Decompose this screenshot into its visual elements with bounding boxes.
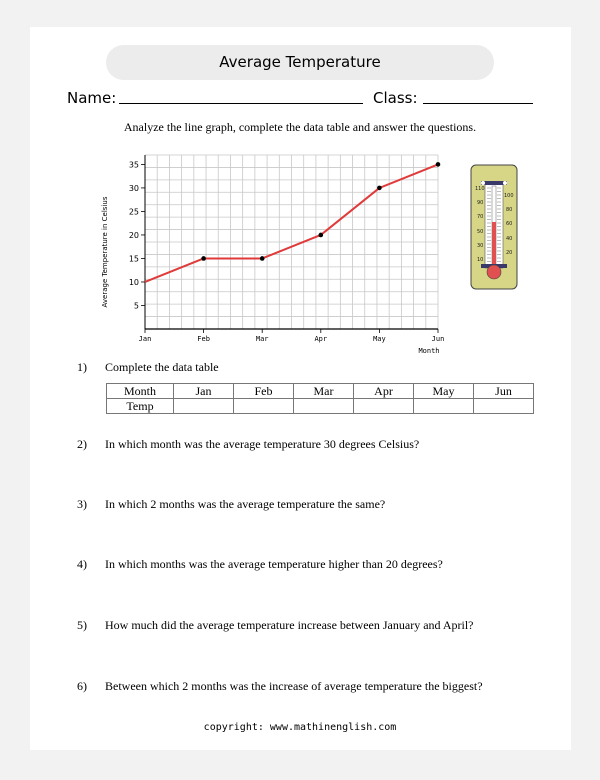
question-number: 5)	[77, 618, 87, 632]
y-tick-label: 10	[128, 277, 139, 287]
data-point	[436, 162, 441, 167]
thermo-left-label: 70	[477, 214, 484, 220]
x-tick-label: Apr	[314, 335, 328, 343]
data-point	[201, 256, 206, 261]
table-cell: Apr	[354, 384, 414, 399]
temp-input-cell[interactable]	[414, 399, 474, 414]
question-number: 1)	[77, 360, 87, 374]
table-row	[107, 384, 534, 399]
thermometer-screw-left	[481, 181, 485, 185]
question-text: How much did the average temperature increase between January and April?	[105, 618, 474, 632]
y-tick-label: 5	[133, 301, 139, 311]
question-number: 2)	[77, 437, 87, 451]
question-4	[77, 557, 443, 572]
thermo-right-label: 80	[506, 207, 513, 213]
temp-input-cell[interactable]	[354, 399, 414, 414]
x-axis-label: Month	[418, 347, 440, 355]
x-tick-label: Jan	[138, 335, 152, 343]
question-text: Between which 2 months was the increase of average temperature the biggest?	[105, 679, 483, 693]
x-tick-label: Mar	[255, 335, 269, 343]
temp-input-cell[interactable]	[474, 399, 534, 414]
table-cell: Jun	[474, 384, 534, 399]
data-point	[260, 256, 265, 261]
thermo-left-label: 30	[477, 243, 484, 249]
thermo-right-label: 60	[506, 221, 513, 227]
question-text: In which 2 months was the average temperature the same?	[105, 497, 386, 511]
question-number: 6)	[77, 679, 87, 693]
y-tick-label: 15	[128, 254, 139, 264]
table-cell: May	[414, 384, 474, 399]
x-tick-label: Jun	[431, 335, 445, 343]
data-table	[106, 383, 534, 414]
thermo-left-label: 110	[475, 186, 485, 192]
question-number: 4)	[77, 557, 87, 571]
table-cell: Month	[107, 384, 174, 399]
question-text: Complete the data table	[105, 360, 219, 374]
table-cell: Jan	[174, 384, 234, 399]
class-field[interactable]	[423, 103, 533, 104]
class-label: Class:	[373, 89, 418, 107]
y-tick-label: 30	[128, 183, 139, 193]
thermo-right-label: 100	[504, 193, 514, 199]
instructions: Analyze the line graph, complete the data table and answer the questions.	[123, 120, 477, 134]
x-tick-label: May	[373, 335, 386, 343]
y-tick-label: 35	[128, 160, 139, 170]
thermo-right-label: 20	[506, 250, 513, 256]
y-tick-label: 20	[128, 230, 139, 240]
data-point	[319, 233, 324, 238]
question-text: In which month was the average temperature 30 degrees Celsius?	[105, 437, 420, 451]
data-point	[377, 186, 382, 191]
thermo-left-label: 90	[477, 200, 484, 206]
name-label: Name:	[67, 89, 117, 107]
question-3	[77, 497, 385, 512]
thermometer-bulb	[487, 265, 501, 279]
y-tick-label: 25	[128, 207, 139, 217]
thermo-left-label: 50	[477, 229, 484, 235]
question-1	[77, 360, 219, 375]
question-5	[77, 618, 474, 633]
y-axis-label: Average Temperature in Celsius	[101, 196, 109, 308]
table-cell: Temp	[107, 399, 174, 414]
question-2	[77, 437, 419, 452]
temperature-line-chart	[95, 150, 455, 360]
thermo-left-label: 10	[477, 257, 484, 263]
question-text: In which months was the average temperature higher than 20 degrees?	[105, 557, 443, 571]
table-cell: Feb	[234, 384, 294, 399]
question-number: 3)	[77, 497, 87, 511]
copyright-notice: copyright: www.mathinenglish.com	[203, 722, 397, 733]
x-tick-label: Feb	[197, 335, 210, 343]
worksheet-title: Average Temperature	[106, 45, 494, 80]
temp-input-cell[interactable]	[174, 399, 234, 414]
thermo-right-label: 40	[506, 236, 513, 242]
temp-input-cell[interactable]	[294, 399, 354, 414]
table-row	[107, 399, 534, 414]
temp-input-cell[interactable]	[234, 399, 294, 414]
question-6	[77, 679, 483, 694]
name-field[interactable]	[119, 103, 363, 104]
thermometer-screw-right	[503, 181, 507, 185]
table-cell: Mar	[294, 384, 354, 399]
thermometer-icon	[470, 164, 518, 290]
